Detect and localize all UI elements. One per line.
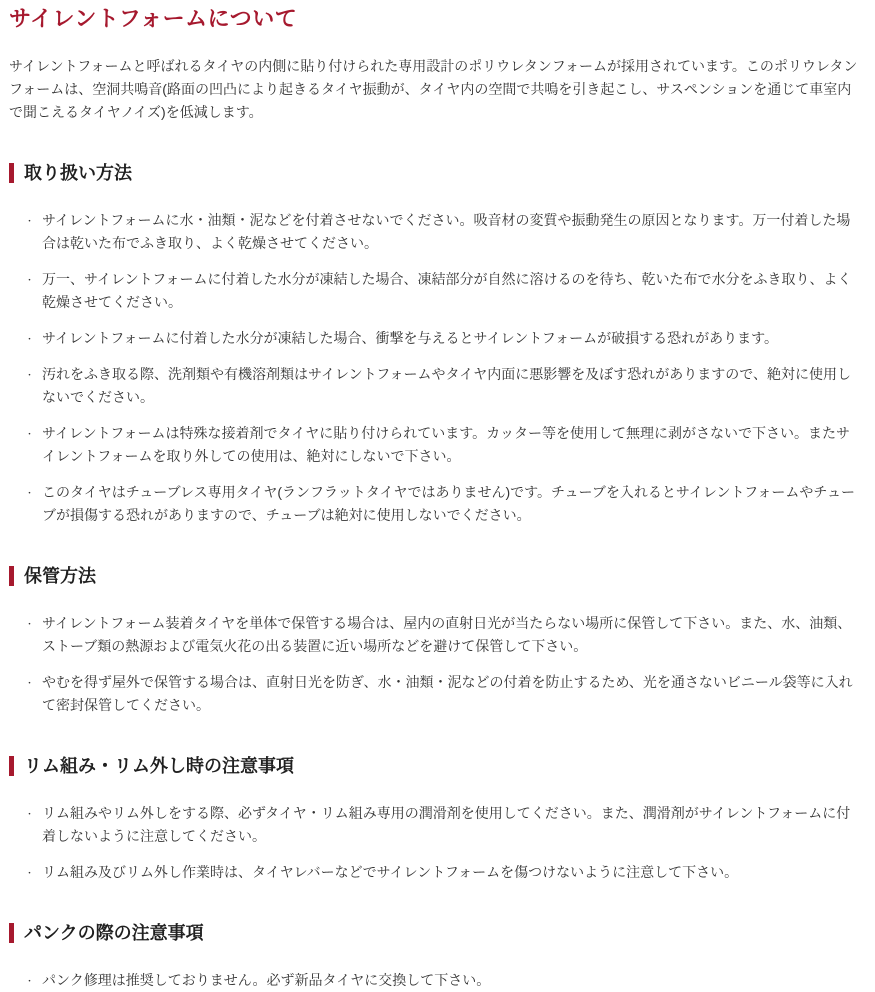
list-item [9, 327, 865, 350]
list-item-text: サイレントフォームは特殊な接着剤でタイヤに貼り付けられています。カッター等を使用して無理に剥がさないで下さい。またサイレントフォームを取り外しての使用は、絶対にしないで下さい。 [42, 425, 851, 464]
section-heading [9, 162, 865, 184]
list-item-text: サイレントフォームに水・油類・泥などを付着させないでください。吸音材の変質や振動発生の原因となります。万一付着した場合は乾いた布でふき取り、よく乾燥させてください。 [42, 212, 851, 251]
document-section [9, 162, 865, 527]
bullet-list [9, 969, 865, 992]
sections-container [9, 162, 865, 992]
list-item-text: サイレントフォーム装着タイヤを単体で保管する場合は、屋内の直射日光が当たらない場所に保管して下さい。また、水、油類、ストーブ類の熱源および電気火花の出る装置に近い場所などを避けて保管して下さい。 [42, 615, 852, 654]
list-item-text: リム組み及びリム外し作業時は、タイヤレバーなどでサイレントフォームを傷つけないように注意して下さい。 [42, 864, 739, 880]
list-item [9, 671, 865, 717]
list-item-text: パンク修理は推奨しておりません。必ず新品タイヤに交換して下さい。 [42, 972, 491, 988]
document-section [9, 565, 865, 717]
bullet-dot-icon: ・ [25, 809, 35, 819]
list-item [9, 209, 865, 255]
list-item [9, 802, 865, 848]
list-item [9, 481, 865, 527]
heading-accent-bar-icon [9, 566, 14, 586]
heading-accent-bar-icon [9, 756, 14, 776]
section-heading-text: パンクの際の注意事項 [24, 923, 204, 943]
heading-accent-bar-icon [9, 923, 14, 943]
bullet-list [9, 802, 865, 884]
list-item-text: やむを得ず屋外で保管する場合は、直射日光を防ぎ、水・油類・泥などの付着を防止するため、光を通さないビニール袋等に入れて密封保管してください。 [42, 674, 853, 713]
bullet-dot-icon: ・ [25, 275, 35, 285]
list-item-text: リム組みやリム外しをする際、必ずタイヤ・リム組み専用の潤滑剤を使用してください。また、潤滑剤がサイレントフォームに付着しないように注意してください。 [42, 805, 851, 844]
bullet-dot-icon: ・ [25, 334, 35, 344]
document-section [9, 922, 865, 992]
heading-accent-bar-icon [9, 163, 14, 183]
bullet-dot-icon: ・ [25, 488, 35, 498]
intro-paragraph: サイレントフォームと呼ばれるタイヤの内側に貼り付けられた専用設計のポリウレタンフォームが採用されています。このポリウレタンフォームは、空洞共鳴音(路面の凹凸により起きるタイヤ振動が、タイヤ内の空間で共鳴を引き起こし、サスペンションを通じて車室内で聞こえるタイヤノイズ)を低減します。 [9, 58, 858, 120]
bullet-dot-icon: ・ [25, 429, 35, 439]
list-item [9, 612, 865, 658]
list-item [9, 363, 865, 409]
list-item [9, 422, 865, 468]
bullet-dot-icon: ・ [25, 619, 35, 629]
section-heading-text: リム組み・リム外し時の注意事項 [24, 756, 294, 776]
list-item [9, 861, 865, 884]
list-item-text: 万一、サイレントフォームに付着した水分が凍結した場合、凍結部分が自然に溶けるのを待ち、乾いた布で水分をふき取り、よく乾燥させてください。 [42, 271, 852, 310]
list-item-text: 汚れをふき取る際、洗剤類や有機溶剤類はサイレントフォームやタイヤ内面に悪影響を及ぼす恐れがありますので、絶対に使用しないでください。 [42, 366, 851, 405]
section-heading [9, 755, 865, 777]
document-section [9, 755, 865, 884]
section-heading [9, 922, 865, 944]
page-title: サイレントフォームについて [9, 6, 298, 31]
section-heading-text: 取り扱い方法 [24, 163, 132, 183]
bullet-dot-icon: ・ [25, 976, 35, 986]
list-item [9, 268, 865, 314]
bullet-list [9, 612, 865, 717]
list-item-text: このタイヤはチューブレス専用タイヤ(ランフラットタイヤではありません)です。チューブを入れるとサイレントフォームやチューブが損傷する恐れがありますので、チューブは絶対に使用しないでください。 [42, 484, 855, 523]
section-heading [9, 565, 865, 587]
bullet-dot-icon: ・ [25, 216, 35, 226]
list-item [9, 969, 865, 992]
bullet-dot-icon: ・ [25, 868, 35, 878]
bullet-list [9, 209, 865, 527]
list-item-text: サイレントフォームに付着した水分が凍結した場合、衝撃を与えるとサイレントフォームが破損する恐れがあります。 [42, 330, 778, 346]
section-heading-text: 保管方法 [24, 566, 96, 586]
bullet-dot-icon: ・ [25, 678, 35, 688]
bullet-dot-icon: ・ [25, 370, 35, 380]
